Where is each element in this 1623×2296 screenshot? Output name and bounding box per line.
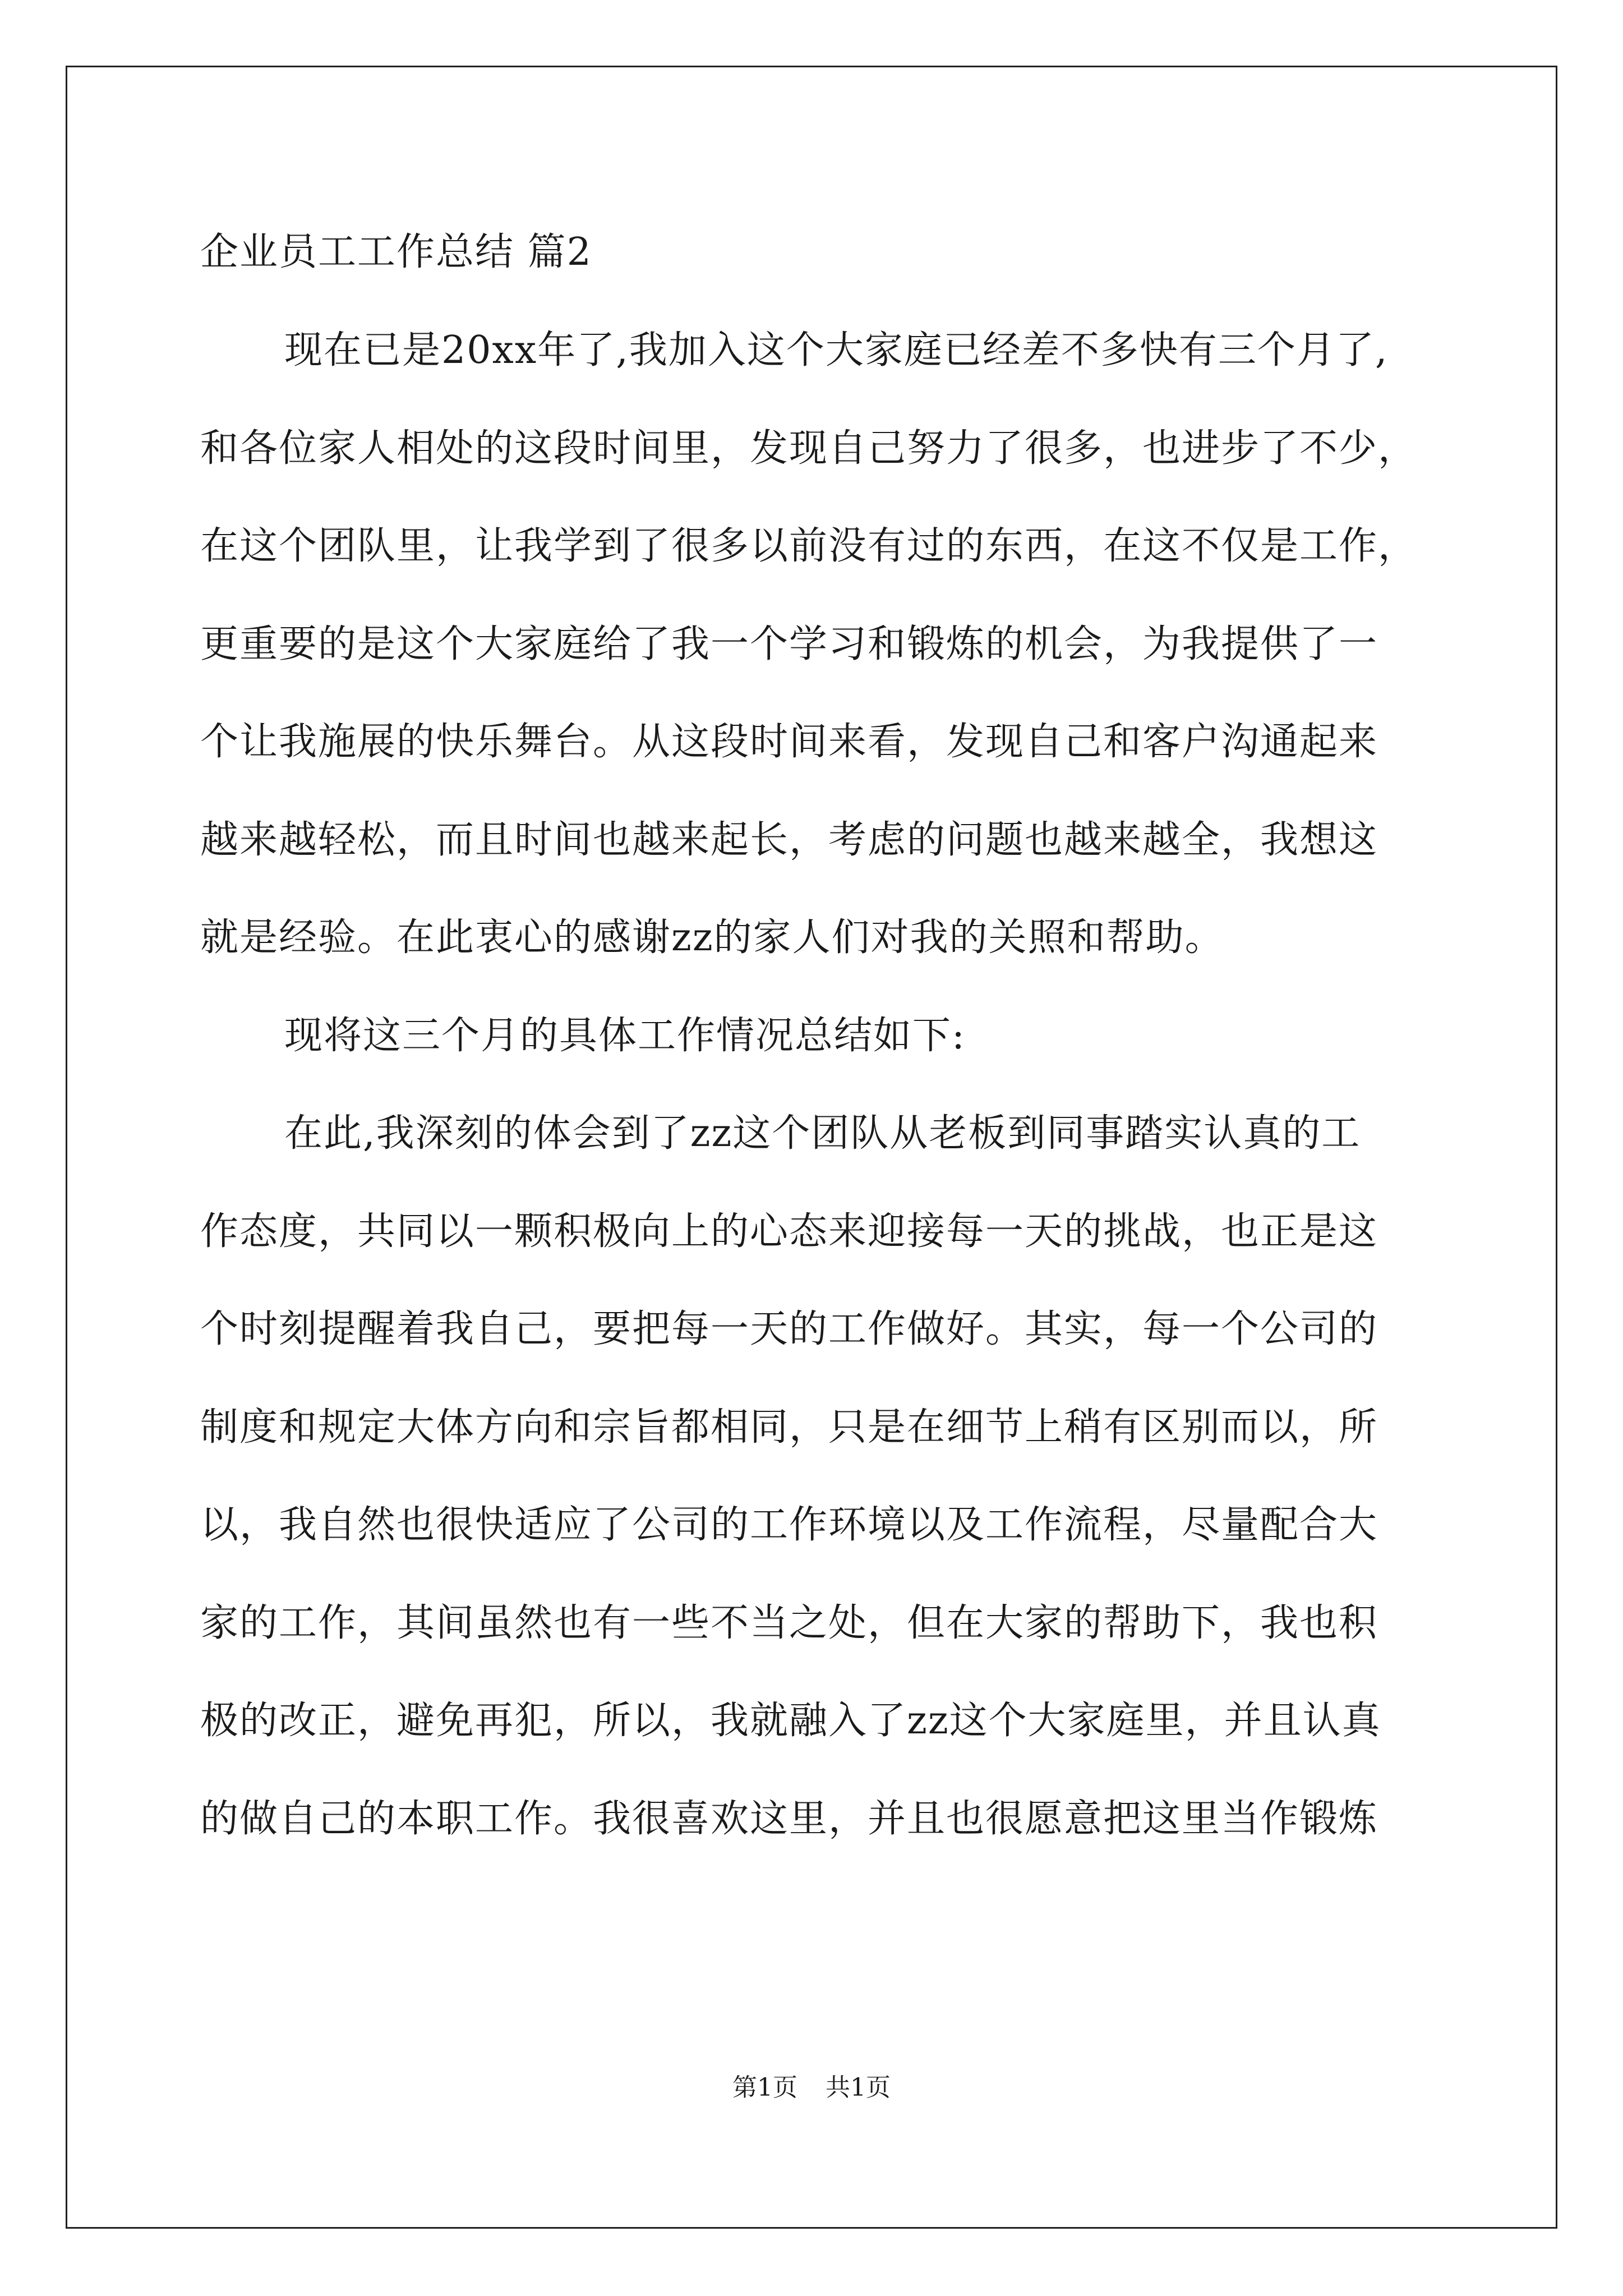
body-line: 在此,我深刻的体会到了zz这个团队从老板到同事踏实认真的工 [284,1111,1361,1156]
page-footer [0,2071,1623,2105]
body-line: 越来越轻松，而且时间也越来起长，考虑的问题也越来越全，我想这 [200,817,1378,862]
document-heading: 企业员工工作总结 篇2 [200,230,592,274]
body-line: 就是经验。在此衷心的感谢zz的家人们对我的关照和帮助。 [200,915,1224,960]
body-line: 在这个团队里，让我学到了很多以前没有过的东西，在这不仅是工作， [200,524,1418,568]
body-line: 个时刻提醒着我自己，要把每一天的工作做好。其实，每一个公司的 [200,1307,1378,1351]
body-line: 极的改正，避免再犯，所以，我就融入了zz这个大家庭里，并且认真 [200,1699,1381,1743]
page-number-total: 共1页 [826,2073,891,2102]
body-line: 家的工作，其间虽然也有一些不当之处，但在大家的帮助下，我也积 [200,1600,1378,1645]
body-line: 以，我自然也很快适应了公司的工作环境以及工作流程，尽量配合大 [200,1503,1378,1547]
body-line: 现在已是20xx年了,我加入这个大家庭已经差不多快有三个月了, [284,328,1389,372]
body-line: 和各位家人相处的这段时间里，发现自己努力了很多，也进步了不少， [200,426,1418,471]
body-line: 制度和规定大体方向和宗旨都相同，只是在细节上稍有区别而以，所 [200,1405,1378,1450]
body-line: 更重要的是这个大家庭给了我一个学习和锻炼的机会，为我提供了一 [200,622,1378,666]
body-line: 现将这三个月的具体工作情况总结如下: [284,1013,966,1058]
body-line: 个让我施展的快乐舞台。从这段时间来看，发现自己和客户沟通起来 [200,720,1378,764]
body-line: 的做自己的本职工作。我很喜欢这里，并且也很愿意把这里当作锻炼 [200,1796,1378,1841]
page-number-current: 第1页 [732,2073,797,2102]
body-line: 作态度，共同以一颗积极向上的心态来迎接每一天的挑战，也正是这 [200,1209,1378,1254]
